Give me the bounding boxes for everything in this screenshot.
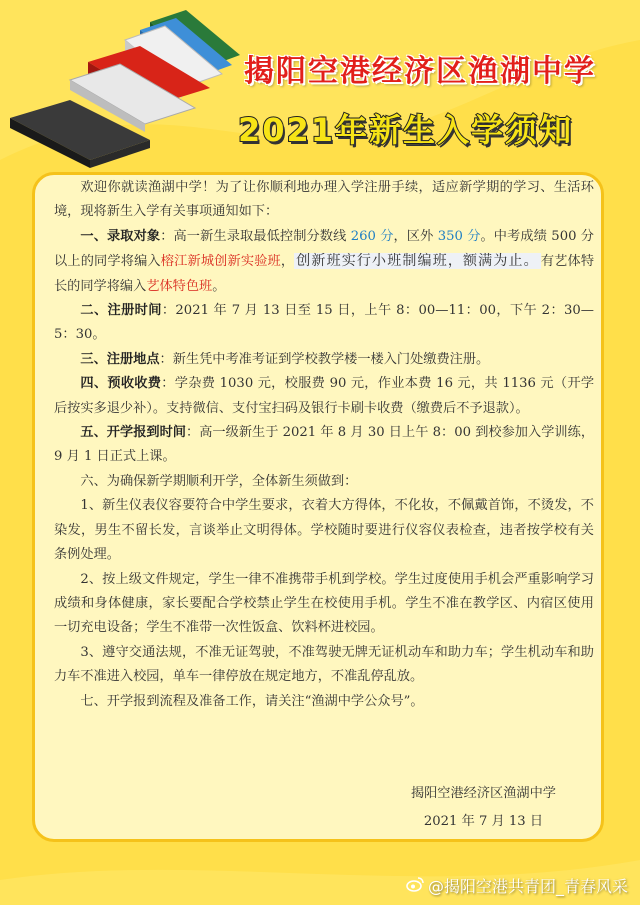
score-line-local: 260 分 (350, 228, 394, 244)
section-report-time: 五、开学报到时间：高一级新生于 2021 年 8 月 30 日上午 8：00 到校参加入学训练，9 月 1 日正式上课。 (54, 425, 595, 465)
rule-traffic: 3、遵守交通法规，不准无证驾驶，不准驾驶无牌无证机动车和助力车；学生机动车和助力车不准进入校园，单车一律停放在规定地方，不准乱停乱放。 (54, 644, 594, 685)
section-registration-place: 三、注册地点：新生凭中考准考证到学校教学楼一楼入门处缴费注册。 (80, 351, 490, 367)
innovation-class: 榕江新城创新实验班 (160, 254, 281, 270)
signature-date: 2021 年 7 月 13 日 (423, 814, 544, 829)
weibo-icon (406, 876, 424, 896)
signature-block (411, 780, 556, 836)
section-admission: 一、录取对象：高一新生录取最低控制分数线 260 分，区外 350 分。中考成绩 500 分以上的同学将编入榕江新城创新实验班， 创新班实行小班制编班，额满为止。 有艺体特长的同学将编入艺体特色班。 (54, 228, 595, 294)
watermark-text: @揭阳空港共青团_青春风采 (427, 877, 628, 896)
section-fees: 四、预收收费：学杂费 1030 元，校服费 90 元，作业本费 16 元，共 1136 元（开学后按实多退少补）。支持微信、支付宝扫码及银行卡刷卡收费（缴费后不予退款）。 (54, 376, 595, 416)
watermark (406, 874, 628, 897)
highlighted-note: 创新班实行小班制编班，额满为止。 (296, 253, 539, 270)
section-registration-time: 二、注册时间：2021 年 7 月 13 日至 15 日，上午 8：00—11：00，下午 2：30—5：30。 (54, 303, 594, 343)
notice-title: 2021年新生入学须知 (238, 111, 574, 149)
header (0, 0, 640, 170)
intro-paragraph: 欢迎你就读渔湖中学！为了让你顺利地办理入学注册手续，适应新学期的学习、生活环境，现将新生入学有关事项通知如下： (54, 180, 594, 220)
signature-org: 揭阳空港经济区渔湖中学 (410, 786, 556, 801)
section-requirements: 六、为确保新学期顺利开学，全体新生须做到： (80, 473, 358, 489)
rule-appearance: 1、新生仪表仪容要符合中学生要求，衣着大方得体，不化妆，不佩戴首饰，不烫发，不染发，男生不留长发，言谈举止文明得体。学校随时要进行仪容仪表检查，违者按学校有关条例处理。 (54, 498, 594, 563)
notice-body (54, 176, 594, 714)
rule-phones: 2、按上级文件规定，学生一律不准携带手机到学校。学生过度使用手机会严重影响学习成绩和身体健康，家长要配合学校禁止学生在校使用手机。学生不准在教学区、内宿区使用一切充电设备；学生不准带一次性饭盒、饮料杯进校园。 (54, 571, 594, 636)
score-line-outside: 350 分 (437, 228, 481, 244)
school-name: 揭阳空港经济区渔湖中学 (244, 54, 596, 89)
arts-class: 艺体特色班 (146, 278, 213, 294)
section-procedure: 七、开学报到流程及准备工作，请关注“渔湖中学公众号”。 (80, 693, 424, 709)
section-label: 一、录取对象 (80, 228, 161, 244)
